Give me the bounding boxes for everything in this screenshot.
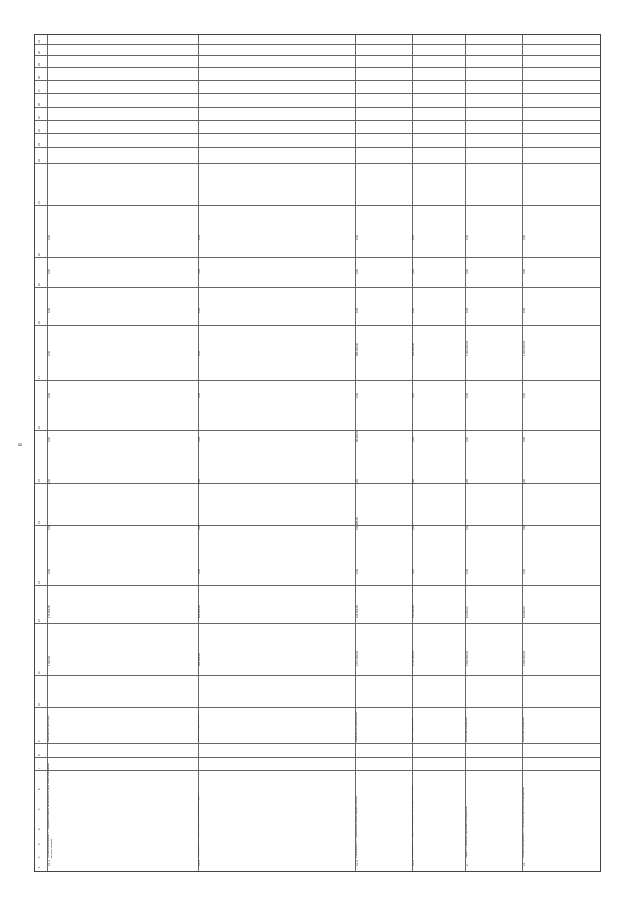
section-title: Основное мероприятие 2.1. "Обеспечение деятельности учреждений" <box>523 786 525 858</box>
value-cell: 0,00 <box>198 568 201 574</box>
column-number: 31 <box>38 40 41 43</box>
value-cell: 1 000,00 <box>48 655 51 666</box>
value-cell: 0,00 <box>523 524 526 530</box>
value-cell: 61 000,00 <box>466 606 469 618</box>
grid-line <box>35 380 600 381</box>
value-cell: 0,00 <box>198 268 201 274</box>
value-cell: 3 737 200,00 <box>412 650 415 666</box>
section-code: 2 <box>466 864 469 866</box>
grid-line <box>412 35 413 871</box>
grid-line <box>522 35 523 871</box>
value-cell: 96 395,00 <box>356 430 359 442</box>
column-number: 14 <box>38 521 41 524</box>
value-cell: 0,00 <box>356 307 359 313</box>
section-executor: Финансовое управление <box>466 717 468 742</box>
value-cell: 0,00 <box>412 268 415 274</box>
value-cell: 61 000,00 <box>523 606 526 618</box>
grid-line <box>35 287 600 288</box>
value-cell: 310 380,00 <box>356 517 359 530</box>
column-number: 2 <box>38 856 41 858</box>
grid-line <box>35 133 600 134</box>
grid-line <box>35 740 600 744</box>
value-cell: 0,00 <box>198 478 201 484</box>
grid-line <box>35 67 600 68</box>
section-title: Основное мероприятие 1. "Содержание и ремонт автомобильных дорог общего пользования местного значения" <box>48 763 53 858</box>
value-cell: 0,00 <box>356 478 359 484</box>
column-number: 30 <box>38 51 41 54</box>
grid-line <box>35 257 600 258</box>
section-code: 0.1.2 <box>198 860 201 866</box>
value-cell: 0,00 <box>356 234 359 240</box>
column-number: 22 <box>38 159 41 162</box>
value-cell: 0,00 <box>523 268 526 274</box>
grid-line <box>35 55 600 56</box>
grid-line <box>35 623 600 624</box>
value-cell: 420 000,00 <box>198 653 201 666</box>
value-cell: 175 000,00 <box>48 605 51 618</box>
section-executor: Комитет по строительству <box>198 715 200 742</box>
value-cell: 0,00 <box>356 392 359 398</box>
column-number: 27 <box>38 89 41 92</box>
grid-line <box>35 325 600 326</box>
section-executor: Финансовое управление <box>523 717 525 742</box>
value-cell: 0,00 <box>412 436 415 442</box>
grid-line <box>35 120 600 121</box>
grid-line <box>35 205 600 206</box>
value-cell: 0,00 <box>412 524 415 530</box>
page-number: 6 <box>18 443 24 446</box>
column-number: 12 <box>38 619 41 622</box>
grid-line <box>35 430 600 431</box>
section-executor: Министерство строительства <box>356 712 358 742</box>
column-number: 10 <box>38 703 41 706</box>
value-cell: 0,00 <box>412 307 415 313</box>
value-cell: 2 500 000,00 <box>523 650 526 666</box>
column-number: 23 <box>38 143 41 146</box>
value-cell: 0,00 <box>198 524 201 530</box>
section-code: 2.1 <box>523 862 526 866</box>
grid-line <box>35 767 600 771</box>
column-number: 28 <box>38 76 41 79</box>
value-cell: 410 000,00 <box>356 605 359 618</box>
value-cell: 0,00 <box>412 234 415 240</box>
value-cell: 0,00 <box>466 392 469 398</box>
column-number: 4 <box>38 828 41 830</box>
grid-line <box>47 35 48 871</box>
grid-line <box>465 35 466 871</box>
column-number: 16 <box>38 426 41 429</box>
value-cell: 0,00 <box>198 234 201 240</box>
column-number: 11 <box>38 671 41 674</box>
section-code: 0.1.4 <box>412 860 415 866</box>
section-code: 0.1.1 <box>48 860 51 866</box>
column-number: 24 <box>38 129 41 132</box>
section-title: Мероприятие 1.4. "Содержание и развитие информационной системы" <box>412 785 414 858</box>
value-cell: 0,00 <box>523 234 526 240</box>
value-cell: 0,00 <box>466 268 469 274</box>
grid-line <box>35 147 600 148</box>
value-cell: 0,00 <box>48 392 51 398</box>
value-cell: 0,00 <box>198 436 201 442</box>
column-number: 9 <box>38 740 41 742</box>
column-number: 26 <box>38 103 41 106</box>
section-executor: Отдел информатизации <box>412 717 414 742</box>
value-cell: 0,00 <box>466 478 469 484</box>
column-number: 13 <box>38 581 41 584</box>
value-cell: 0,00 <box>466 568 469 574</box>
value-cell: 0,00 <box>356 268 359 274</box>
grid-line <box>35 525 600 526</box>
grid-line <box>35 80 600 81</box>
grid-line <box>35 675 600 676</box>
value-cell: 1 000 000,00 <box>523 340 526 356</box>
column-number: 7 <box>38 767 41 769</box>
grid-line <box>35 707 600 708</box>
column-number: 19 <box>38 283 41 286</box>
grid-line <box>35 107 600 108</box>
value-cell: 0,00 <box>412 568 415 574</box>
grid-line <box>35 585 600 586</box>
grid-line <box>35 483 600 484</box>
column-number: 3 <box>38 843 41 845</box>
value-cell: 0,00 <box>523 568 526 574</box>
value-cell: 0,00 <box>198 307 201 313</box>
value-cell: 1 000 000,00 <box>466 340 469 356</box>
value-cell: 200 350,00 <box>412 343 415 356</box>
value-cell: 0,00 <box>48 478 51 484</box>
value-cell: 0,00 <box>198 392 201 398</box>
value-cell: 0,00 <box>48 307 51 313</box>
column-number: 15 <box>38 479 41 482</box>
value-cell: 0,00 <box>523 478 526 484</box>
value-cell: 0,00 <box>412 392 415 398</box>
value-cell: 0,00 <box>523 307 526 313</box>
value-cell: 0,00 <box>523 392 526 398</box>
section-title: Мероприятие 1.3. "Строительство и реконструкция объектов" <box>356 795 358 858</box>
column-number: 17 <box>38 376 41 379</box>
section-title: Мероприятие 1.2. "Капитальный ремонт автомобильных дорог" <box>198 793 200 858</box>
value-cell: 2 500 000,00 <box>466 650 469 666</box>
section-executor: Министерство транспорта <box>48 715 50 742</box>
value-cell: 0,00 <box>48 234 51 240</box>
value-cell: 2 577 000,00 <box>356 650 359 666</box>
section-title: Задача 2. Повышение эффективности управления <box>466 806 468 858</box>
value-cell: 465 000,00 <box>356 343 359 356</box>
value-cell: 0,00 <box>48 568 51 574</box>
value-cell: 0,00 <box>466 234 469 240</box>
column-number: 25 <box>38 116 41 119</box>
grid-line <box>35 754 600 758</box>
value-cell: 0,00 <box>48 436 51 442</box>
value-cell: 0,00 <box>356 568 359 574</box>
program-table <box>34 34 601 872</box>
grid-line <box>35 44 600 45</box>
value-cell: 0,00 <box>48 524 51 530</box>
value-cell: 0,00 <box>48 350 51 356</box>
value-cell: 205 000,00 <box>198 605 201 618</box>
value-cell: 0,00 <box>48 268 51 274</box>
column-number: 5 <box>38 808 41 810</box>
column-number: 8 <box>38 754 41 756</box>
column-number: 6 <box>38 788 41 790</box>
column-number: 21 <box>38 201 41 204</box>
column-number: 20 <box>38 253 41 256</box>
value-cell: 0,00 <box>198 350 201 356</box>
grid-line <box>35 93 600 94</box>
column-number: 18 <box>38 321 41 324</box>
value-cell: 415 000,00 <box>412 605 415 618</box>
value-cell: 0,00 <box>412 478 415 484</box>
grid-line <box>355 35 356 871</box>
value-cell: 0,00 <box>466 307 469 313</box>
value-cell: 0,00 <box>466 436 469 442</box>
value-cell: 0,00 <box>523 436 526 442</box>
section-code: 0.1.3 <box>356 860 359 866</box>
column-number: 1 <box>38 866 41 868</box>
value-cell: 0,00 <box>466 524 469 530</box>
grid-line <box>35 163 600 164</box>
grid-line <box>198 35 199 871</box>
column-number: 29 <box>38 63 41 66</box>
